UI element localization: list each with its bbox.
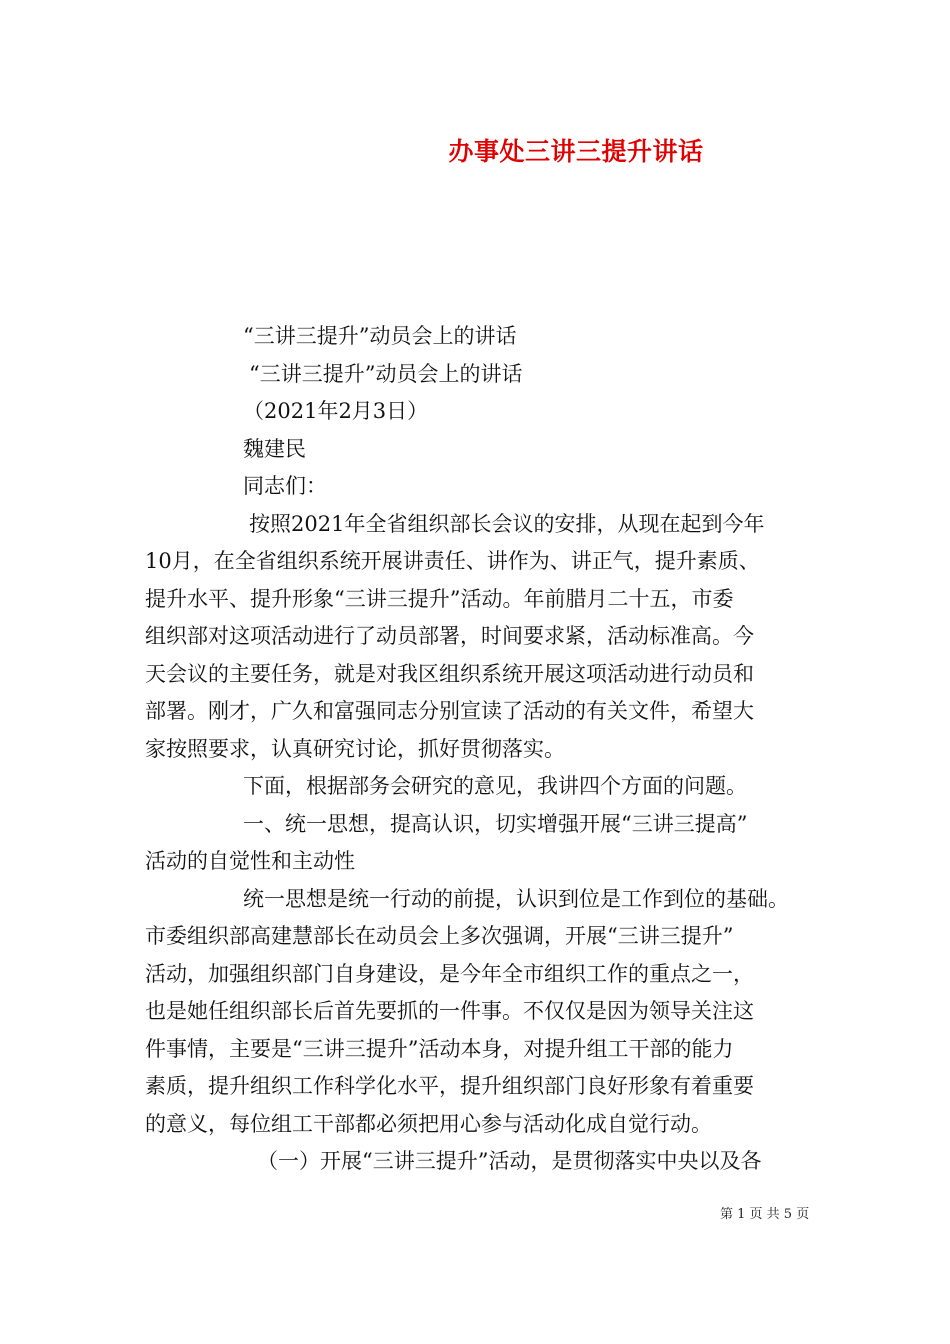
section-heading-line: 一、统一思想，提高认识，切实增强开展“三讲三提高”: [243, 811, 748, 836]
document-title: 办事处三讲三提升讲话: [448, 137, 704, 166]
paragraph-line: 市委组织部高建慧部长在动员会上多次强调，开展“三讲三提升”: [145, 924, 734, 948]
paragraph-line: 按照2021年全省组织部长会议的安排，从现在起到今年: [249, 511, 765, 536]
paragraph-line: 件事情，主要是“三讲三提升”活动本身，对提升组工干部的能力: [145, 1036, 734, 1061]
paragraph-line: 10月，在全省组织系统开展讲责任、讲作为、讲正气，提升素质、: [145, 549, 760, 573]
paragraph-line: 组织部对这项活动进行了动员部署，时间要求紧，活动标准高。今: [145, 624, 754, 648]
paragraph-line: 家按照要求，认真研究讨论，抓好贯彻落实。: [145, 736, 565, 761]
date-line: （2021年2月3日）: [243, 399, 429, 423]
paragraph-line: 下面，根据部务会研究的意见，我讲四个方面的问题。: [243, 774, 747, 798]
author-line: 魏建民: [243, 436, 306, 461]
section-heading-line: 活动的自觉性和主动性: [145, 849, 355, 873]
paragraph-line: 部署。刚才，广久和富强同志分别宣读了活动的有关文件，希望大: [145, 699, 754, 723]
salutation-line: 同志们：: [243, 474, 327, 498]
page-number: 第 1 页 共 5 页: [720, 1207, 810, 1222]
paragraph-line: 统一思想是统一行动的前提，认识到位是工作到位的基础。: [243, 886, 789, 911]
heading-line: “三讲三提升”动员会上的讲话: [243, 324, 517, 348]
paragraph-line: （一）开展“三讲三提升”活动，是贯彻落实中央以及各: [257, 1149, 762, 1173]
heading-line: “三讲三提升”动员会上的讲话: [249, 361, 523, 386]
paragraph-line: 天会议的主要任务，就是对我区组织系统开展这项活动进行动员和: [145, 661, 754, 686]
document-body: [145, 318, 810, 1181]
paragraph-line: 也是她任组织部长后首先要抓的一件事。不仅仅是因为领导关注这: [145, 999, 754, 1023]
paragraph-line: 提升水平、提升形象“三讲三提升”活动。年前腊月二十五，市委: [145, 586, 734, 611]
paragraph-line: 活动，加强组织部门自身建设，是今年全市组织工作的重点之一，: [145, 961, 754, 986]
paragraph-line: 素质，提升组织工作科学化水平，提升组织部门良好形象有着重要: [145, 1074, 754, 1098]
paragraph-line: 的意义，每位组工干部都必须把用心参与活动化成自觉行动。: [145, 1111, 712, 1136]
